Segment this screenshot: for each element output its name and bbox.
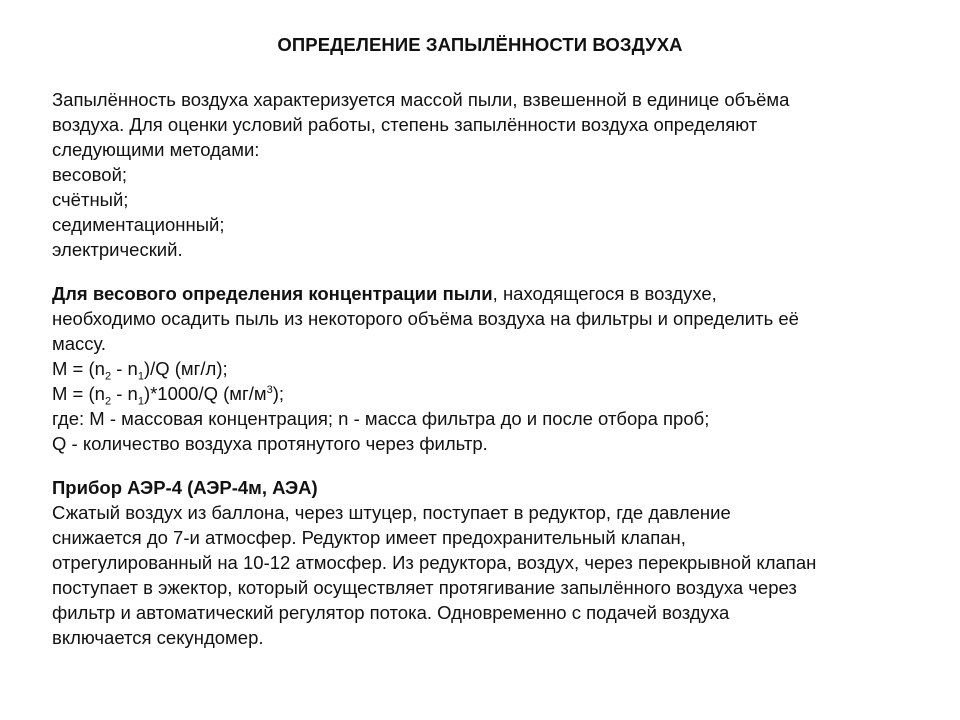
method-item: весовой; (52, 164, 128, 185)
method-item: седиментационный; (52, 214, 225, 235)
weight-line: необходимо осадить пыль из некоторого объёма воздуха на фильтры и определить её (52, 308, 799, 329)
device-line: Сжатый воздух из баллона, через штуцер, поступает в редуктор, где давление (52, 502, 731, 523)
device-line: снижается до 7-и атмосфер. Редуктор имеет предохранительный клапан, (52, 527, 686, 548)
legend-line: где: M - массовая концентрация; n - масса фильтра до и после отбора проб; (52, 408, 710, 429)
page-title: ОПРЕДЕЛЕНИЕ ЗАПЫЛЁННОСТИ ВОЗДУХА (277, 34, 683, 55)
weight-bold-lead: Для весового определения концентрации пыли (52, 283, 493, 304)
device-line: поступает в эжектор, который осуществляет протягивание запылённого воздуха через (52, 577, 797, 598)
formula-2: $M = (n_2 - n_1)*1000/Q$ $(мг/м^3)$; (52, 383, 285, 408)
weight-line1-rest: , находящегося в воздухе, (492, 283, 717, 304)
device-line: отрегулированный на 10-12 атмосфер. Из редуктора, воздух, через перекрывной клапан (52, 552, 817, 573)
slide-body (52, 87, 942, 650)
intro-line: Запылённость воздуха характеризуется массой пыли, взвешенной в единице объёма (52, 89, 790, 110)
device-heading: Прибор АЭР-4 (АЭР-4м, АЭА) (52, 477, 318, 498)
device-line: фильтр и автоматический регулятор потока. Одновременно с подачей воздуха (52, 602, 730, 623)
legend-line: Q - количество воздуха протянутого через фильтр. (52, 433, 488, 454)
formula-1: $M = (n_2 - n_1)/Q$ (мг/л); (52, 358, 228, 383)
weight-line: массу. (52, 333, 107, 354)
device-line: включается секундомер. (52, 627, 264, 648)
method-item: электрический. (52, 239, 183, 260)
method-item: счётный; (52, 189, 129, 210)
intro-line: следующими методами: (52, 139, 260, 160)
intro-line: воздуха. Для оценки условий работы, степень запылённости воздуха определяют (52, 114, 758, 135)
weight-line (52, 281, 942, 306)
